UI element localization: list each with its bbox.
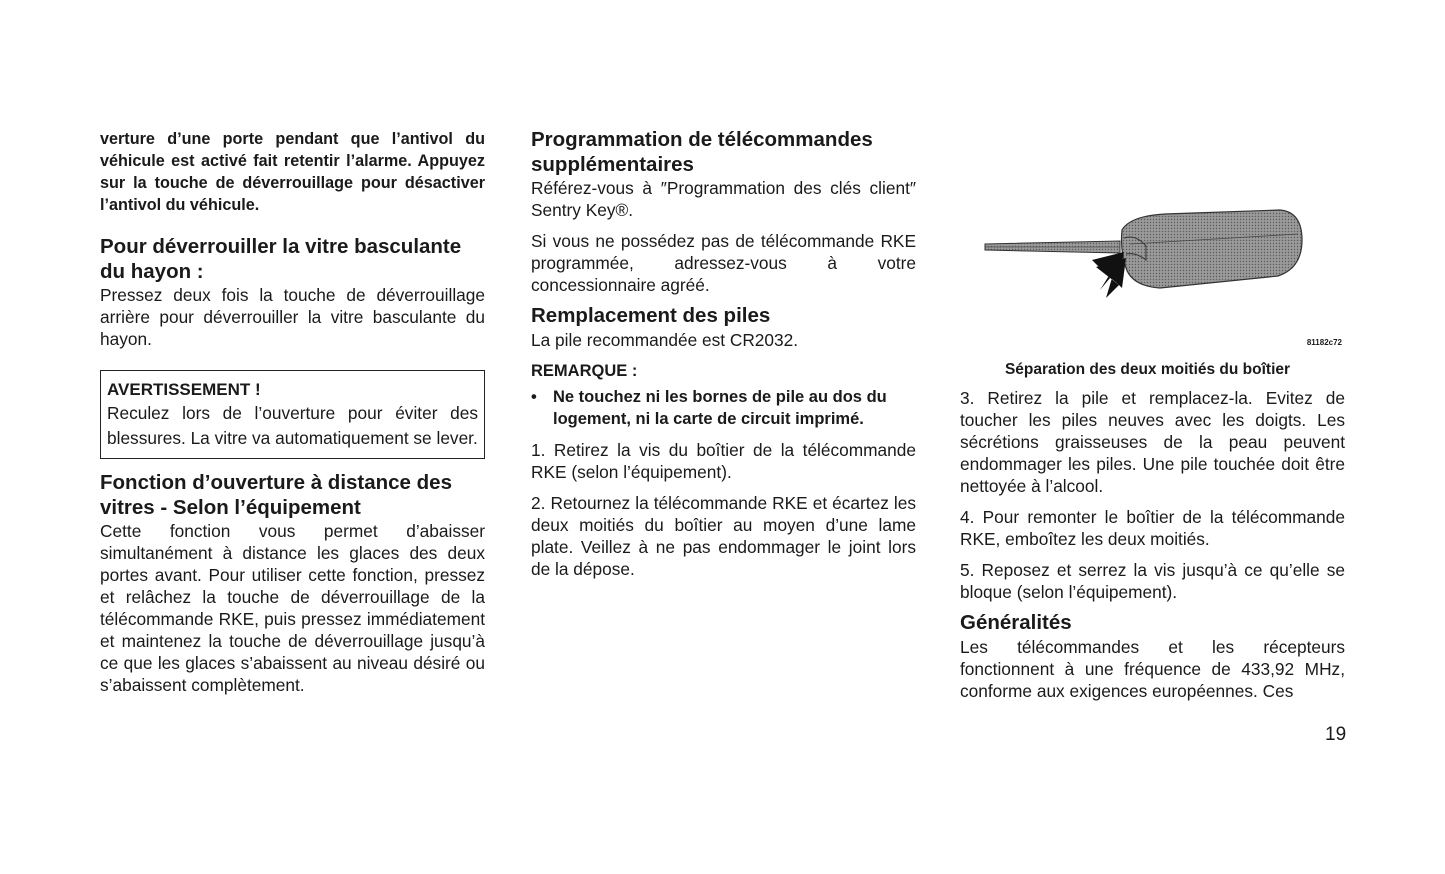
page-number: 19 <box>1325 724 1347 745</box>
key-fob-illustration <box>960 128 1345 353</box>
step-4: 4. Pour remonter le boîtier de la télécommande RKE, emboîtez les deux moitiés. <box>960 507 1345 549</box>
bullet-icon: • <box>531 387 537 406</box>
intro-paragraph: verture d’une porte pendant que l’antivol du véhicule est activé fait retentir l’alarme. Appuyez sur la touche de déverrouillage pour désactiver l’antivol du véhicule. <box>100 130 485 214</box>
note-bullet-text: Ne touchez ni les bornes de pile au dos du logement, ni la carte de circuit imprimé. <box>553 387 887 428</box>
warning-text: Reculez lors de l’ouverture pour éviter des blessures. La vitre va automatiquement se lever. <box>107 403 478 448</box>
step-3: 3. Retirez la pile et remplacez-la. Evitez de toucher les piles neuves avec les doigts. Les sécrétions graisseuses de la peau peuvent endommager les piles. Une pile touchée doit être nettoyée à l’alcool. <box>960 388 1345 496</box>
warning-box <box>100 370 485 459</box>
hatch-heading: Pour déverrouiller la vitre basculante du hayon : <box>100 235 462 283</box>
programming-paragraph-2: Si vous ne possédez pas de télécommande RKE programmée, adressez-vous à votre concessionnaire agréé. <box>531 231 916 295</box>
step-1: 1. Retirez la vis du boîtier de la télécommande RKE (selon l’équipement). <box>531 439 916 482</box>
key-fob-figure <box>960 128 1345 353</box>
figure-code: 81182c72 <box>1306 338 1342 347</box>
battery-heading: Remplacement des piles <box>531 304 771 327</box>
windows-heading: Fonction d’ouverture à distance des vitres - Selon l’équipement <box>100 471 452 519</box>
note-bullet <box>531 386 916 431</box>
programming-paragraph-1: Référez-vous à ″Programmation des clés client″ Sentry Key®. <box>531 178 916 220</box>
right-column <box>960 128 1345 702</box>
note-title: REMARQUE : <box>531 361 638 380</box>
hatch-paragraph: Pressez deux fois la touche de déverrouillage arrière pour déverrouiller la vitre basculante du hayon. <box>100 285 485 349</box>
warning-title: AVERTISSEMENT ! <box>107 380 261 399</box>
figure-caption: Séparation des deux moitiés du boîtier <box>1004 361 1291 378</box>
fob-body <box>1122 210 1303 288</box>
step-2: 2. Retournez la télécommande RKE et écartez les deux moitiés du boîtier au moyen d’une lame plate. Veillez à ne pas endommager le joint lors de la dépose. <box>531 492 916 579</box>
general-paragraph: Les télécommandes et les récepteurs fonctionnent à une fréquence de 433,92 MHz, conforme aux exigences européennes. Ces <box>960 636 1345 701</box>
middle-column <box>531 128 916 580</box>
battery-paragraph: La pile recommandée est CR2032. <box>531 329 799 350</box>
programming-heading: Programmation de télécommandes supplémentaires <box>531 128 873 176</box>
general-heading: Généralités <box>960 611 1072 634</box>
left-column <box>100 128 485 696</box>
windows-paragraph: Cette fonction vous permet d’abaisser simultanément à distance les glaces des deux portes avant. Pour utiliser cette fonction, pressez et relâchez la touche de déverrouillage de la télécommande RKE, puis pressez immédiatement et maintenez la touche de déverrouillage jusqu’à ce que les glaces s’abaissent au niveau désiré ou s’abaissent complètement. <box>100 521 485 695</box>
step-5: 5. Reposez et serrez la vis jusqu’à ce qu’elle se bloque (selon l’équipement). <box>960 560 1345 602</box>
